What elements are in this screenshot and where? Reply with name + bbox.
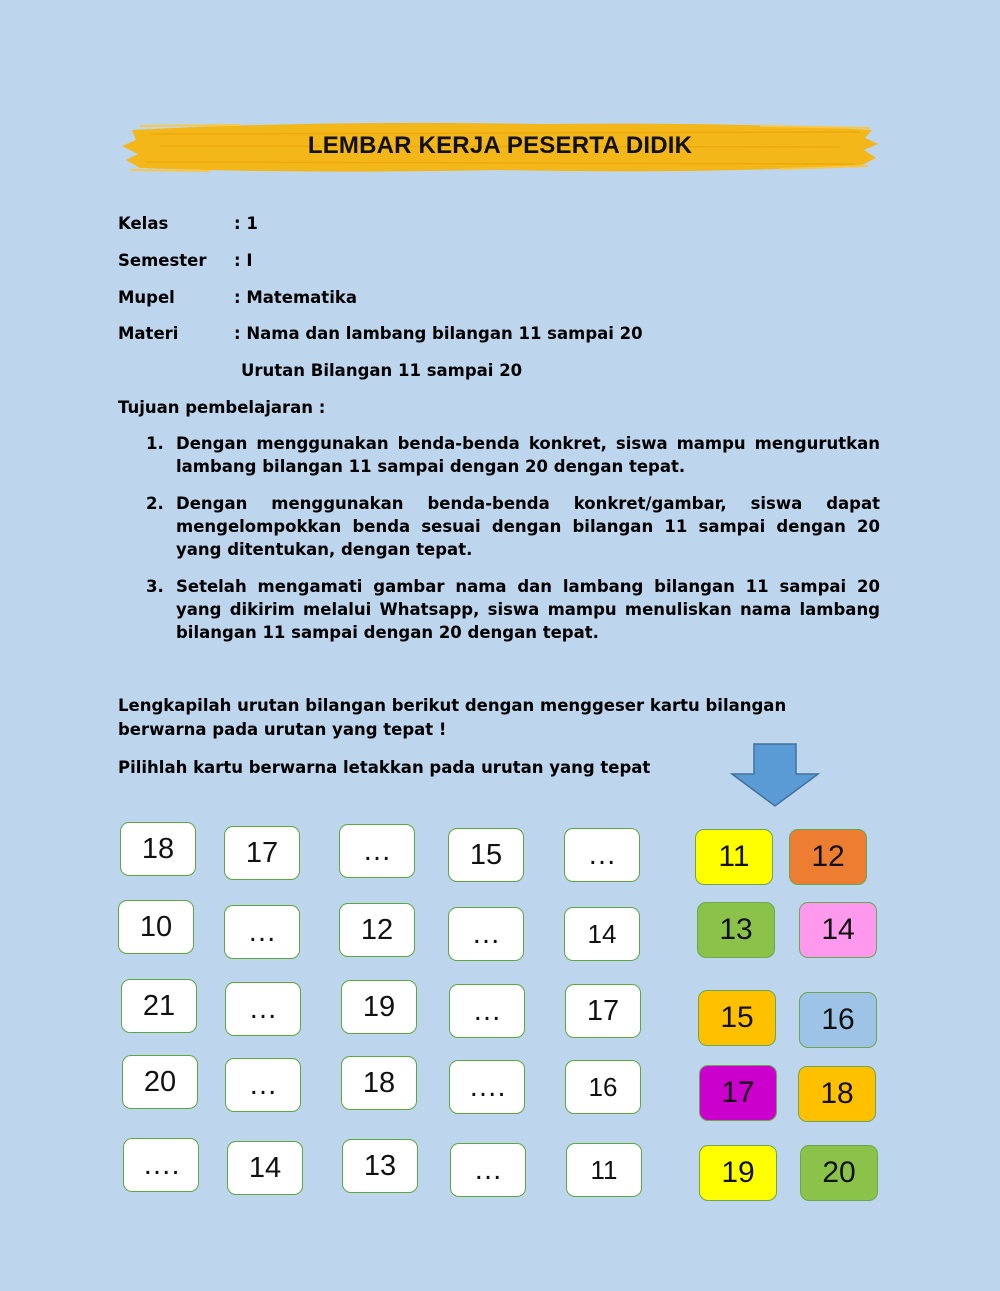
sequence-card[interactable]: …: [564, 828, 640, 882]
number-card-15[interactable]: 15: [698, 990, 776, 1046]
semester-value: : I: [234, 251, 253, 270]
sequence-card[interactable]: 16: [565, 1060, 641, 1114]
goal-item: [118, 492, 880, 561]
sequence-card[interactable]: …: [339, 824, 415, 878]
kelas-value: : 1: [234, 214, 258, 233]
sequence-card[interactable]: 14: [564, 907, 640, 961]
number-card-18[interactable]: 18: [798, 1066, 876, 1122]
goal-number: 3.: [146, 577, 164, 596]
sequence-card[interactable]: 18: [341, 1056, 417, 1110]
mupel-label: Mupel: [118, 288, 175, 307]
goal-item: [118, 575, 880, 644]
page-title: LEMBAR KERJA PESERTA DIDIK: [307, 132, 693, 159]
sequence-card[interactable]: 12: [339, 903, 415, 957]
sequence-card[interactable]: 13: [342, 1139, 418, 1193]
number-card-16[interactable]: 16: [799, 992, 877, 1048]
title-banner: [120, 116, 880, 176]
sequence-card[interactable]: 17: [224, 826, 300, 880]
sequence-card[interactable]: …: [225, 1058, 301, 1112]
sequence-card[interactable]: ….: [449, 1060, 525, 1114]
goal-number: 2.: [146, 494, 164, 513]
sequence-card[interactable]: …: [448, 907, 524, 961]
number-card-19[interactable]: 19: [699, 1145, 777, 1201]
sequence-card[interactable]: 10: [118, 900, 194, 954]
goal-number: 1.: [146, 434, 164, 453]
sequence-card[interactable]: 18: [120, 822, 196, 876]
materi-value-2: Urutan Bilangan 11 sampai 20: [241, 361, 523, 380]
number-card-12[interactable]: 12: [789, 829, 867, 885]
sequence-card[interactable]: 17: [565, 984, 641, 1038]
number-card-20[interactable]: 20: [800, 1145, 878, 1201]
sequence-card[interactable]: …: [225, 982, 301, 1036]
instruction-text-2: Pilihlah kartu berwarna letakkan pada urutan yang tepat: [118, 758, 651, 777]
materi-value: : Nama dan lambang bilangan 11 sampai 20: [234, 324, 643, 343]
down-arrow-icon: [730, 742, 820, 812]
sequence-card[interactable]: …: [450, 1143, 526, 1197]
number-card-17[interactable]: 17: [699, 1065, 777, 1121]
goals-list: [118, 432, 880, 658]
goal-text: Setelah mengamati gambar nama dan lambang bilangan 11 sampai 20 yang dikirim melalui Whatsapp, siswa mampu menuliskan nama lambang bilangan 11 sampai dengan 20 dengan tepat.: [176, 577, 880, 642]
number-card-14[interactable]: 14: [799, 902, 877, 958]
sequence-card[interactable]: 20: [122, 1055, 198, 1109]
number-card-11[interactable]: 11: [695, 829, 773, 885]
kelas-label: Kelas: [118, 214, 169, 233]
sequence-card[interactable]: 19: [341, 980, 417, 1034]
materi-label: Materi: [118, 324, 179, 343]
sequence-card[interactable]: 14: [227, 1141, 303, 1195]
sequence-card[interactable]: …: [449, 984, 525, 1038]
sequence-card[interactable]: 11: [566, 1143, 642, 1197]
sequence-card[interactable]: ….: [123, 1138, 199, 1192]
goal-item: [118, 432, 880, 478]
goal-text: Dengan menggunakan benda-benda konkret/gambar, siswa dapat mengelompokkan benda sesuai dengan bilangan 11 sampai dengan 20 yang ditentukan, dengan tepat.: [176, 494, 880, 559]
sequence-card[interactable]: …: [224, 905, 300, 959]
goal-text: Dengan menggunakan benda-benda konkret, siswa mampu mengurutkan lambang bilangan 11 sampai dengan 20 dengan tepat.: [176, 434, 880, 476]
mupel-value: : Matematika: [234, 288, 357, 307]
semester-label: Semester: [118, 251, 207, 270]
instruction-text: Lengkapilah urutan bilangan berikut dengan menggeser kartu bilangan berwarna pada urutan yang tepat !: [118, 696, 787, 739]
sequence-card[interactable]: 15: [448, 828, 524, 882]
number-card-13[interactable]: 13: [697, 902, 775, 958]
goals-heading: Tujuan pembelajaran :: [118, 398, 326, 417]
sequence-card[interactable]: 21: [121, 979, 197, 1033]
